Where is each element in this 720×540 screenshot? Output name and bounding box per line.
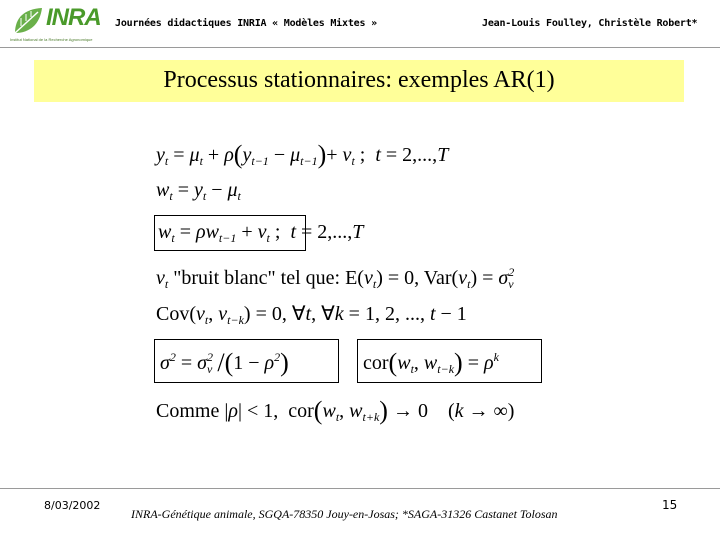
white-noise-text: "bruit blanc" tel que: E( bbox=[173, 267, 364, 289]
equation-covariance: $Cov(v_t$, $v_{t-k}) = 0$, ∀t, ∀k = 1, 2, ..., t − 1 bbox=[156, 303, 467, 327]
equation-correlation: $cor(w_t$, $w_{t-k}) = \rho^k$ bbox=[363, 348, 499, 377]
logo-wordmark: INRA bbox=[46, 4, 101, 31]
slide-title: Processus stationnaires: exemples AR(1) bbox=[163, 67, 555, 93]
equation-deviation: $w_t = y_t - \mu_t$ bbox=[156, 179, 241, 203]
white-noise-tail: ) = 0, Var( bbox=[376, 267, 459, 289]
title-banner bbox=[34, 60, 684, 102]
equation-convergence: Comme |ρ| < 1, $cor(w_t$, $w_{t+k}) \to 0$ (k → ∞) bbox=[156, 396, 515, 425]
equation-ar1-model: $y_t = \mu_t + \rho(y_{t-1} - \mu_{t-1})+ v_t$ ; t = 2,...,T bbox=[156, 140, 449, 169]
white-noise-var: v bbox=[363, 267, 373, 289]
header-course-title: Journées didactiques INRIA « Modèles Mixtes » bbox=[115, 18, 377, 29]
page-number: 15 bbox=[662, 498, 678, 512]
logo-tagline: Institut National de la Recherche Agronomique bbox=[10, 37, 93, 42]
equation-variance: $\sigma^2 = \sigma^2_v$ $/(1 - \rho^2)$ bbox=[160, 348, 289, 377]
footer-divider bbox=[0, 488, 720, 489]
header-divider bbox=[0, 47, 720, 48]
equation-white-noise: $v_t$ "bruit blanc" tel que: $E(v_t) = 0$, $Var(v_t) = \sigma^2_v$ bbox=[156, 265, 515, 291]
footer-affiliation: INRA-Génétique animale, SGQA-78350 Jouy-en-Josas; *SAGA-31326 Castanet Tolosan bbox=[131, 507, 558, 521]
inra-logo bbox=[8, 4, 101, 44]
footer-date: 8/03/2002 bbox=[44, 499, 101, 512]
comme-word: Comme bbox=[156, 400, 220, 422]
header-authors: Jean-Louis Foulley, Christèle Robert* bbox=[482, 18, 698, 29]
leaf-icon bbox=[12, 6, 46, 36]
equation-ar1-deviation: $w_t = \rho w_{t-1} + v_t$ ; t = 2,...,T bbox=[158, 221, 364, 245]
